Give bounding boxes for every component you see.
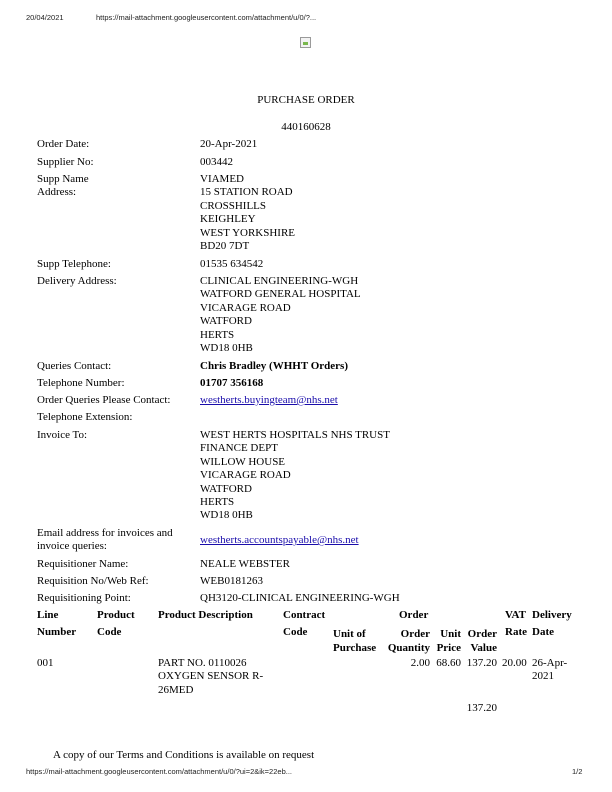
buying-team-email-link[interactable]: westherts.buyingteam@nhs.net [200,394,338,406]
queries-contact-value: Chris Bradley (WHHT Orders) [200,360,348,372]
order-queries-label: Order Queries Please Contact: [37,394,171,406]
row-vat-rate: 20.00 [502,657,527,669]
telephone-number-label: Telephone Number: [37,377,125,389]
supplier-no-value: 003442 [200,156,233,168]
queries-contact-label: Queries Contact: [37,360,112,372]
col-contract-code: Contract Code [283,609,326,638]
accounts-payable-email-link[interactable]: westherts.accountspayable@nhs.net [200,534,359,546]
col-order-value: Order Value [467,628,497,654]
requisition-no-value: WEB0181263 [200,575,263,587]
row-order-value: 137.20 [466,657,497,669]
po-number: 440160628 [281,121,331,133]
col-order-quantity: Order Quantity [387,628,430,654]
col-order-group: Order [399,609,429,621]
col-unit-price: Unit Price [436,628,461,654]
col-product-code: Product Code [97,609,135,638]
terms-note: A copy of our Terms and Conditions is available on request [53,749,315,761]
col-vat-rate: VAT Rate [505,609,527,638]
requisitioning-point-label: Requisitioning Point: [37,592,131,604]
invoice-to-label: Invoice To: [37,429,88,441]
row-order-quantity: 2.00 [410,657,430,669]
broken-image-icon [300,37,311,48]
supp-telephone-label: Supp Telephone: [37,258,111,270]
order-date-label: Order Date: [37,138,90,150]
supplier-address: VIAMED 15 STATION ROAD CROSSHILLS KEIGHLEY WEST YORKSHIRE BD20 7DT [200,173,296,252]
requisitioner-value: NEALE WEBSTER [200,558,290,570]
row-description: PART NO. 0110026 OXYGEN SENSOR R- 26MED [158,657,264,696]
requisition-no-label: Requisition No/Web Ref: [37,575,149,587]
row-unit-price: 68.60 [436,657,461,669]
row-line-number: 001 [37,657,54,669]
requisitioner-label: Requisitioner Name: [37,558,129,570]
order-total: 137.20 [466,702,497,714]
requisitioning-point-value: QH3120-CLINICAL ENGINEERING-WGH [200,592,400,604]
supplier-no-label: Supplier No: [37,156,94,168]
supplier-address-label: Supp Name Address: [37,173,89,199]
invoice-email-label: Email address for invoices and invoice queries: [37,527,173,553]
delivery-address-label: Delivery Address: [37,275,117,287]
print-footer-page: 1/2 [572,767,583,776]
print-header-url: https://mail-attachment.googleusercontent.com/attachment/u/0/?... [96,13,317,22]
order-date-value: 20-Apr-2021 [200,138,258,150]
supp-telephone-value: 01535 634542 [200,258,264,270]
print-header-date: 20/04/2021 [26,13,64,22]
col-delivery-date: Delivery Date [532,609,572,638]
delivery-address: CLINICAL ENGINEERING-WGH WATFORD GENERAL HOSPITAL VICARAGE ROAD WATFORD HERTS WD18 0HB [200,275,361,354]
row-delivery-date: 26-Apr- 2021 [532,657,568,683]
col-product-description: Product Description [158,609,253,621]
invoice-address: WEST HERTS HOSPITALS NHS TRUST FINANCE DEPT WILLOW HOUSE VICARAGE ROAD WATFORD HERTS WD18 0HB [200,429,390,522]
document-title: PURCHASE ORDER [257,94,355,106]
col-unit-of-purchase: Unit of Purchase [333,628,377,654]
print-footer-url: https://mail-attachment.googleusercontent.com/attachment/u/0/?ui=2&ik=22eb... [26,767,292,776]
telephone-extension-label: Telephone Extension: [37,411,133,423]
col-line-number: Line Number [37,609,77,638]
telephone-number-value: 01707 356168 [200,377,264,389]
